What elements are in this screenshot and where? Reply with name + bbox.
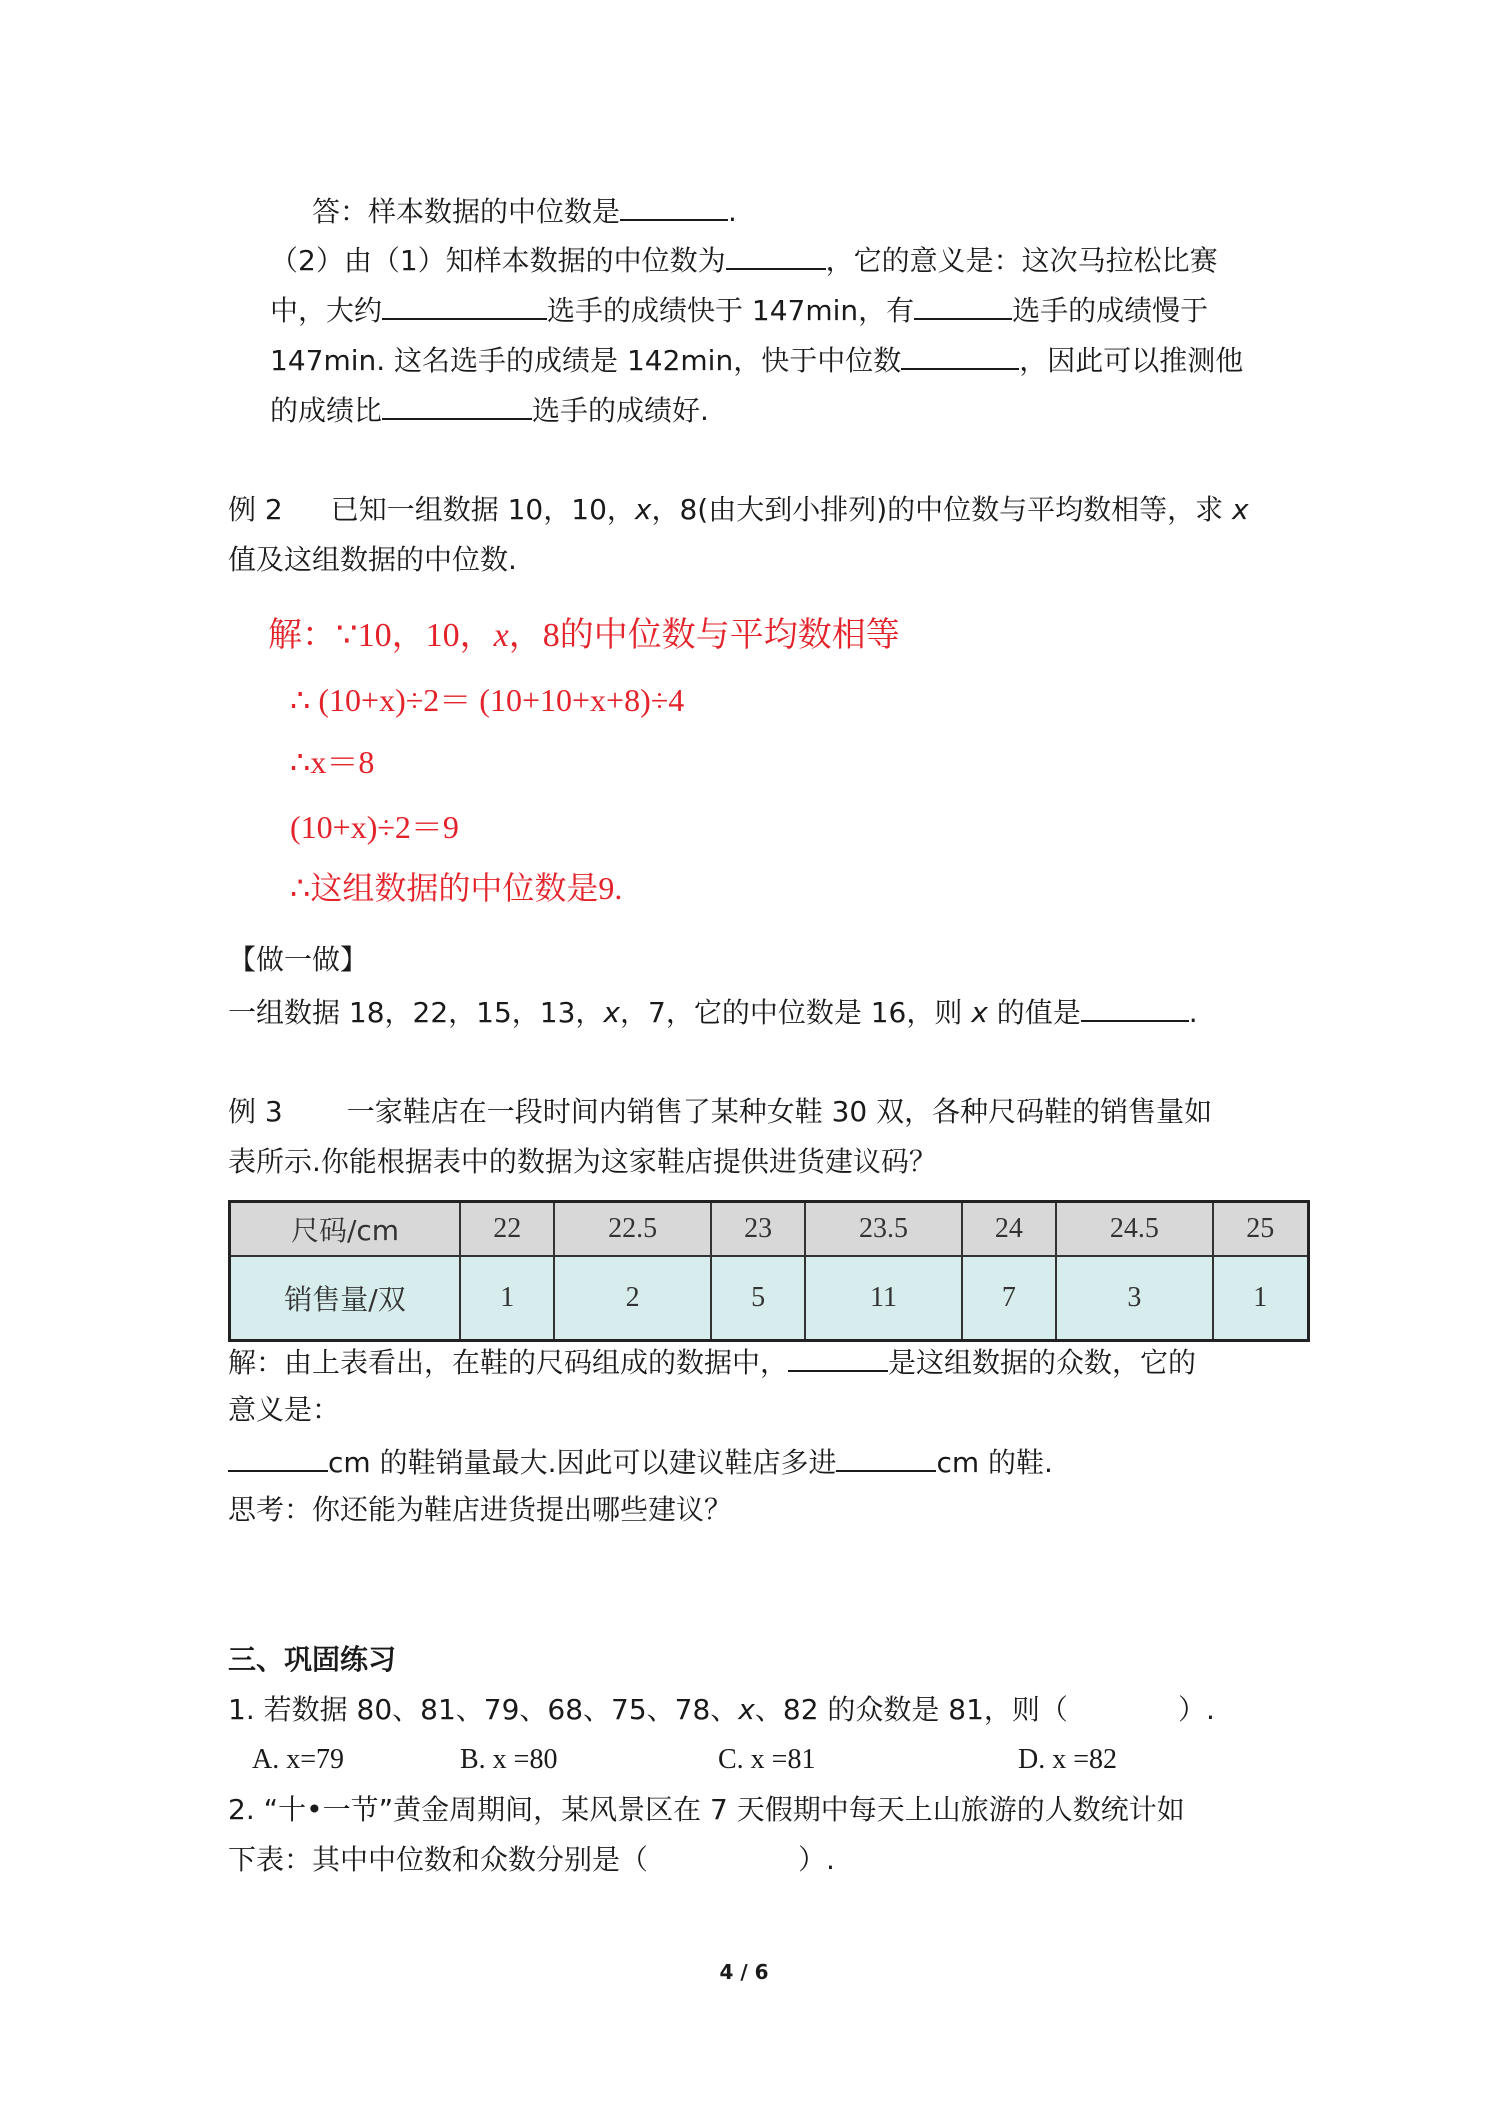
practice-q2-line1: 2. “十•一节”黄金周期间，某风景区在 7 天假期中每天上山旅游的人数统计如 bbox=[228, 1793, 1185, 1826]
solution-step2: ∴ (10+x)÷2＝ (10+10+x+8)÷4 bbox=[290, 682, 685, 718]
size-cell: 22 bbox=[460, 1202, 554, 1257]
practice-heading: 三、巩固练习 bbox=[228, 1643, 397, 1676]
example2-line1 bbox=[228, 490, 1249, 530]
variable-x: x bbox=[738, 1693, 755, 1726]
q1-option-b[interactable]: B. x =80 bbox=[460, 1744, 558, 1775]
example3-line2: 表所示.你能根据表中的数据为这家鞋店提供进货建议码？ bbox=[228, 1145, 937, 1178]
part2-line3 bbox=[270, 338, 1243, 381]
example3-text: 是这组数据的众数，它的 bbox=[888, 1346, 1197, 1379]
example2-line2 bbox=[228, 540, 517, 580]
size-cell: 23.5 bbox=[805, 1202, 961, 1257]
think-line: 思考：你还能为鞋店进货提出哪些建议？ bbox=[228, 1493, 733, 1526]
solution-text: ∴这组数据的中位数是 bbox=[290, 869, 599, 907]
solution-step4: (10+x)÷2＝9 bbox=[290, 809, 459, 845]
q1-option-d[interactable]: D. x =82 bbox=[1018, 1744, 1118, 1775]
q2-text: 下表：其中中位数和众数分别是（ bbox=[228, 1843, 649, 1876]
q1-text: ）. bbox=[1177, 1693, 1215, 1726]
stock-size-blank[interactable] bbox=[836, 1440, 936, 1472]
part2-text: （2）由（1）知样本数据的中位数为 bbox=[270, 244, 726, 277]
median-compare-blank[interactable] bbox=[901, 338, 1019, 370]
size-cell: 23 bbox=[711, 1202, 805, 1257]
example2-text: 已知一组数据 10，10， bbox=[330, 493, 635, 526]
mode-blank[interactable] bbox=[788, 1340, 888, 1372]
count-row-label: 销售量/双 bbox=[230, 1256, 461, 1341]
count-row bbox=[230, 1256, 1309, 1341]
solution-text: 解：∵ bbox=[268, 615, 358, 655]
try-text: ，7，它的中位数是 16，则 bbox=[620, 996, 963, 1029]
example3-text: 解：由上表看出，在鞋的尺码组成的数据中， bbox=[228, 1346, 789, 1379]
variable-x: x bbox=[603, 996, 620, 1029]
shoe-size-table bbox=[228, 1200, 1310, 1342]
solution-text: 9. bbox=[598, 870, 623, 906]
size-cell: 24.5 bbox=[1056, 1202, 1212, 1257]
count-cell: 1 bbox=[1213, 1256, 1309, 1341]
try-heading: 【做一做】 bbox=[228, 943, 369, 976]
faster-blank[interactable] bbox=[382, 288, 547, 320]
variable-x: x bbox=[634, 493, 652, 526]
variable-x: x bbox=[493, 617, 509, 654]
count-cell: 2 bbox=[554, 1256, 710, 1341]
q2-text: ）. bbox=[798, 1843, 835, 1876]
q1-text: 1. 若数据 80、81、79、68、75、78、 bbox=[228, 1693, 739, 1726]
page-number: 4 / 6 bbox=[719, 1960, 769, 1984]
part2-text: 选手的成绩慢于 bbox=[1012, 294, 1209, 327]
example-label: 例 3 bbox=[228, 1095, 283, 1128]
size-row bbox=[230, 1202, 1309, 1257]
median-blank[interactable] bbox=[726, 238, 826, 270]
practice-q1 bbox=[228, 1690, 1215, 1730]
example3-solution-line1 bbox=[228, 1340, 1196, 1383]
size-cell: 25 bbox=[1213, 1202, 1309, 1257]
count-cell: 1 bbox=[460, 1256, 554, 1341]
part2-line4 bbox=[270, 388, 709, 431]
solution-step5 bbox=[290, 866, 622, 910]
best-size-blank[interactable] bbox=[228, 1440, 328, 1472]
q1-option-a[interactable]: A. x=79 bbox=[252, 1744, 345, 1775]
variable-x: x bbox=[1232, 493, 1249, 526]
slower-blank[interactable] bbox=[914, 288, 1012, 320]
try-question bbox=[228, 990, 1198, 1033]
answer-text: 答：样本数据的中位数是 bbox=[312, 195, 621, 228]
count-cell: 3 bbox=[1056, 1256, 1212, 1341]
example3-solution-line2: 意义是： bbox=[228, 1393, 341, 1426]
example2-text: 值及这组数据的中位数. bbox=[228, 543, 517, 576]
example3-text: cm 的鞋. bbox=[936, 1446, 1053, 1479]
part2-text: 的成绩比 bbox=[270, 394, 383, 427]
example3-line1 bbox=[228, 1092, 1212, 1132]
answer-blank[interactable] bbox=[620, 189, 728, 221]
q1-option-c[interactable]: C. x =81 bbox=[718, 1744, 816, 1775]
solution-text: ，8 bbox=[508, 617, 560, 654]
example2-text: ，8(由大到小排列)的中位数与平均数相等，求 bbox=[651, 493, 1224, 526]
example3-solution-line3 bbox=[228, 1440, 1053, 1483]
part2-text: ，它的意义是：这次马拉松比赛 bbox=[825, 244, 1218, 277]
part2-line2 bbox=[270, 288, 1208, 331]
solution-text: 的中位数与平均数相等 bbox=[559, 615, 900, 655]
count-cell: 11 bbox=[805, 1256, 961, 1341]
try-text: 一组数据 18，22，15，13， bbox=[228, 996, 604, 1029]
part2-text: 中，大约 bbox=[270, 294, 383, 327]
q1-text: 、82 的众数是 81，则（ bbox=[754, 1693, 1068, 1726]
part2-text: 147min. 这名选手的成绩是 142min，快于中位数 bbox=[270, 344, 902, 377]
x-value-blank[interactable] bbox=[1081, 990, 1189, 1022]
example3-text: 一家鞋店在一段时间内销售了某种女鞋 30 双，各种尺码鞋的销售量如 bbox=[346, 1095, 1213, 1128]
try-text: 的值是 bbox=[996, 996, 1081, 1029]
count-cell: 5 bbox=[711, 1256, 805, 1341]
part2-text: ，因此可以推测他 bbox=[1019, 344, 1244, 377]
size-cell: 22.5 bbox=[554, 1202, 710, 1257]
solution-step3: ∴x＝8 bbox=[290, 744, 375, 780]
better-blank[interactable] bbox=[382, 388, 532, 420]
practice-q2-line2 bbox=[228, 1840, 835, 1880]
size-cell: 24 bbox=[962, 1202, 1056, 1257]
try-text: . bbox=[1188, 996, 1198, 1029]
part2-line1 bbox=[270, 238, 1218, 281]
part2-text: 选手的成绩快于 147min，有 bbox=[547, 294, 915, 327]
answer-median-line: 答：样本数据的中位数是 . bbox=[312, 189, 737, 232]
example3-text: cm 的鞋销量最大.因此可以建议鞋店多进 bbox=[328, 1446, 837, 1479]
example-label: 例 2 bbox=[228, 493, 283, 526]
count-cell: 7 bbox=[962, 1256, 1056, 1341]
solution-step1 bbox=[268, 612, 900, 659]
part2-text: 选手的成绩好. bbox=[532, 394, 709, 427]
size-row-label: 尺码/cm bbox=[230, 1202, 461, 1257]
solution-text: 10，10， bbox=[357, 617, 494, 654]
variable-x: x bbox=[971, 996, 988, 1029]
